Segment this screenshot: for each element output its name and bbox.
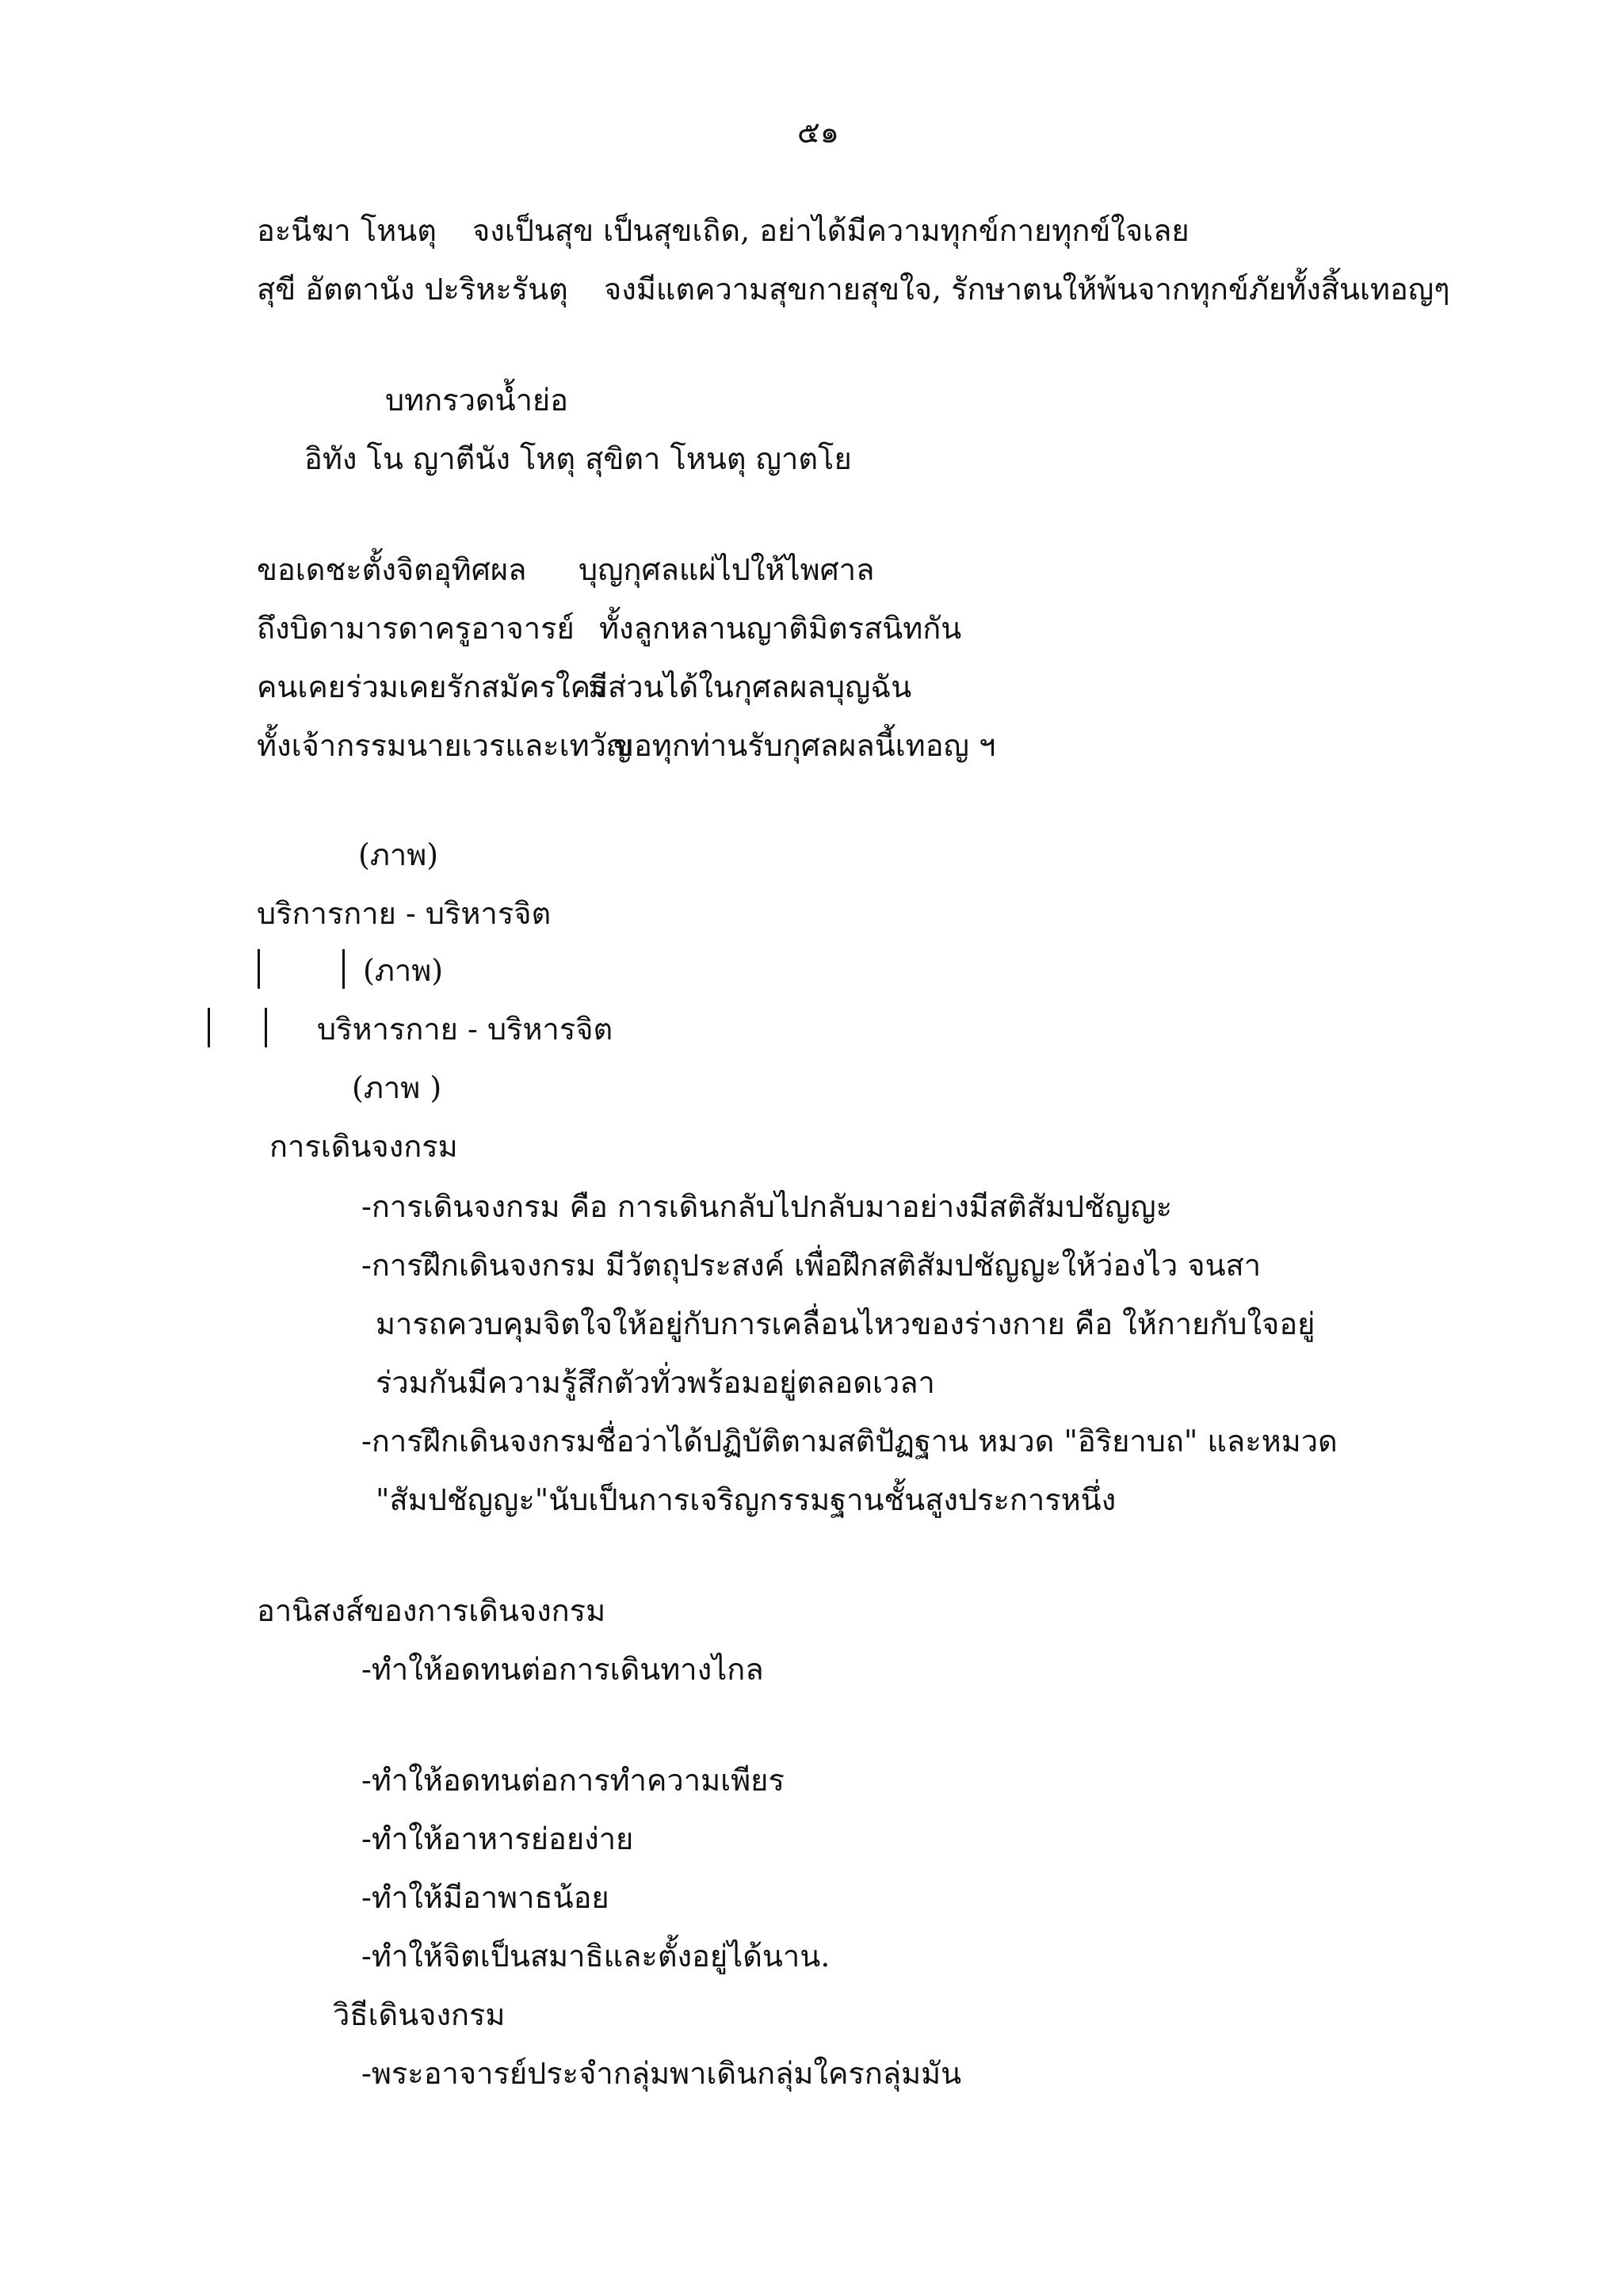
image-placeholder-2: (ภาพ) xyxy=(363,953,444,988)
blessing-pali-2: สุขี อัตตานัง ปะริหะรันตุ xyxy=(257,272,568,307)
verse-left-4: ทั้งเจ้ากรรมนายเวรและเทวัญ xyxy=(257,728,632,763)
walking-satipatthana-line-2: "สัมปชัญญะ"นับเป็นการเจริญกรรมฐานชั้นสูงประการหนึ่ง xyxy=(376,1482,1117,1517)
benefit-item: -ทำให้มีอาพาธน้อย xyxy=(361,1880,609,1915)
verse-left-2: ถึงบิดามารดาครูอาจารย์ xyxy=(257,611,575,646)
verse-right-3: มีส่วนได้ในกุศลผลบุญฉัน xyxy=(588,669,912,704)
heading-body-care: บริการกาย - บริหารจิต xyxy=(257,896,552,931)
benefits-title: อานิสงส์ของการเดินจงกรม xyxy=(257,1593,606,1628)
verse-left-3: คนเคยร่วมเคยรักสมัครใคร่ xyxy=(257,669,607,704)
verse-right-4: ขอทุกท่านรับกุศลผลนี้เทอญ ฯ xyxy=(613,728,996,763)
vertical-line xyxy=(258,949,260,989)
heading-body-mind: บริหารกาย - บริหารจิต xyxy=(317,1012,613,1047)
vertical-line xyxy=(265,1008,267,1047)
benefit-item: -ทำให้จิตเป็นสมาธิและตั้งอยู่ได้นาน. xyxy=(361,1939,831,1974)
benefit-item: -ทำให้อดทนต่อการทำความเพียร xyxy=(361,1763,785,1798)
verse-right-2: ทั้งลูกหลานญาติมิตรสนิทกัน xyxy=(599,611,962,646)
walking-satipatthana-line-1: -การฝึกเดินจงกรมชื่อว่าได้ปฏิบัติตามสติปัฏฐาน หมวด "อิริยาบถ" และหมวด xyxy=(361,1424,1338,1459)
walking-purpose-line-3: ร่วมกันมีความรู้สึกตัวทั่วพร้อมอยู่ตลอดเวลา xyxy=(376,1365,935,1400)
benefit-item: -ทำให้อดทนต่อการเดินทางไกล xyxy=(361,1652,764,1687)
blessing-thai-1: จงเป็นสุข เป็นสุขเถิด, อย่าได้มีความทุกข์กายทุกข์ใจเลย xyxy=(472,213,1190,248)
blessing-pali-1: อะนีฆา โหนตุ xyxy=(257,213,437,248)
verse-right-1: บุญกุศลแผ่ไปให้ไพศาล xyxy=(579,552,875,587)
walking-definition: -การเดินจงกรม คือ การเดินกลับไปกลับมาอย่างมีสติสัมปชัญญะ xyxy=(361,1189,1172,1224)
walking-purpose-line-1: -การฝึกเดินจงกรม มีวัตถุประสงค์ เพื่อฝึกสติสัมปชัญญะให้ว่องไว จนสา xyxy=(361,1248,1262,1283)
vertical-line xyxy=(342,949,345,989)
image-placeholder-3: (ภาพ ) xyxy=(352,1070,442,1105)
water-chant-pali: อิทัง โน ญาตีนัง โหตุ สุขิตา โหนตุ ญาตโย xyxy=(304,441,852,476)
walking-title: การเดินจงกรม xyxy=(269,1129,458,1164)
method-title: วิธีเดินจงกรม xyxy=(333,1997,506,2032)
method-item: -พระอาจารย์ประจำกลุ่มพาเดินกลุ่มใครกลุ่มมัน xyxy=(361,2056,962,2091)
walking-purpose-line-2: มารถควบคุมจิตใจให้อยู่กับการเคลื่อนไหวของร่างกาย คือ ให้กายกับใจอยู่ xyxy=(376,1306,1316,1341)
benefit-item: -ทำให้อาหารย่อยง่าย xyxy=(361,1821,634,1856)
verse-left-1: ขอเดชะตั้งจิตอุทิศผล xyxy=(257,552,527,587)
vertical-line xyxy=(208,1008,210,1047)
blessing-thai-2: จงมีแตความสุขกายสุขใจ, รักษาตนให้พ้นจากทุกข์ภัยทั้งสิ้นเทอญๆ xyxy=(604,272,1450,307)
image-placeholder-1: (ภาพ) xyxy=(358,837,439,872)
water-chant-title: บทกรวดน้ำย่อ xyxy=(385,383,569,418)
page-number: ๕๑ xyxy=(797,115,839,150)
